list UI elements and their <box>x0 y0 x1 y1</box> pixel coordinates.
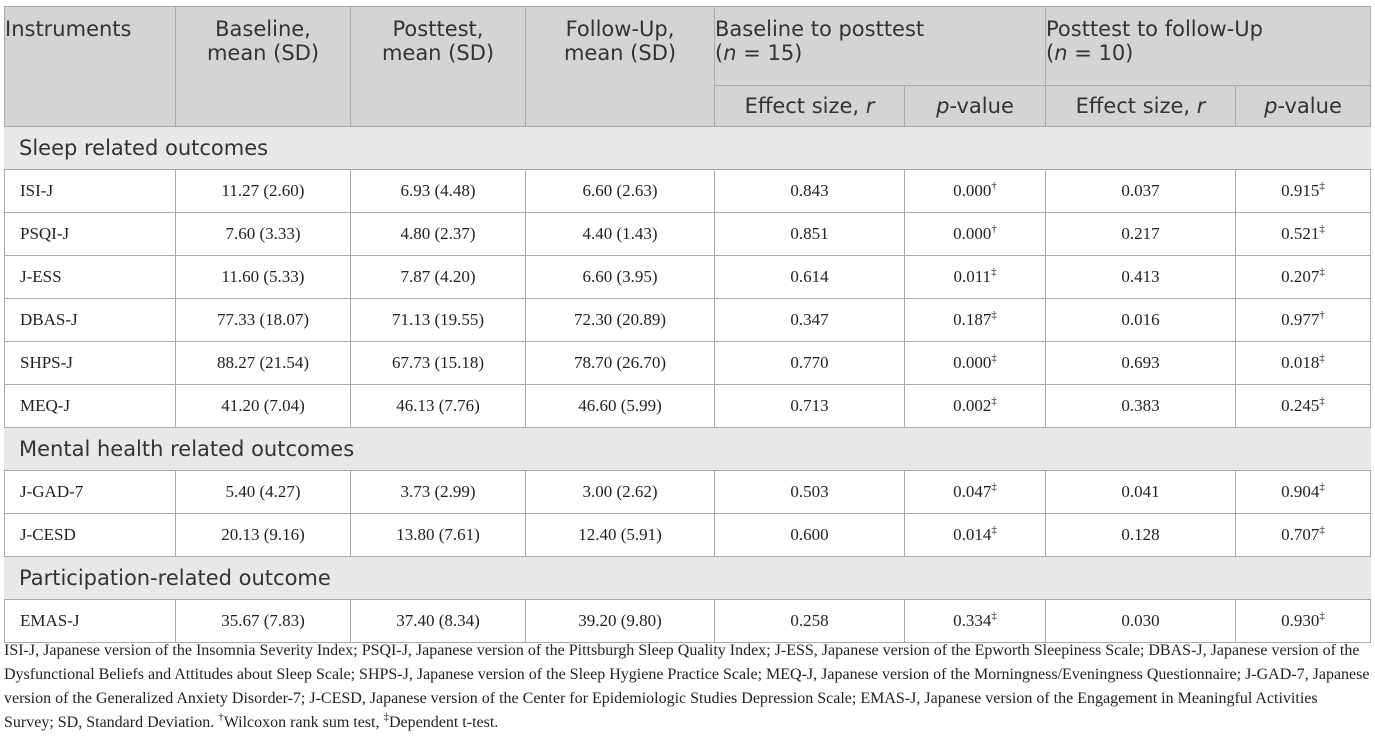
followup-cell <box>526 299 715 342</box>
baseline-cell <box>176 385 351 428</box>
p-value-cell <box>905 471 1046 514</box>
effect-size-value: 0.770 <box>790 353 829 372</box>
posttest-value: 4.80 (2.37) <box>400 224 476 243</box>
followup-value: 6.60 (3.95) <box>582 267 658 286</box>
significance-test-mark: ‡ <box>1319 481 1325 493</box>
table-header <box>5 7 1371 127</box>
significance-test-mark: † <box>991 223 997 235</box>
header-posttest-line1: Posttest, <box>392 17 484 41</box>
header-baseline-line2: mean (SD) <box>206 41 320 65</box>
effect-size-value: 0.347 <box>790 310 829 329</box>
posttest-value: 67.73 (15.18) <box>391 353 485 372</box>
effect-size-cell <box>1046 471 1236 514</box>
effect-size-cell <box>715 342 905 385</box>
followup-value: 72.30 (20.89) <box>573 310 667 329</box>
table-row <box>5 600 1371 643</box>
instrument-value: SHPS-J <box>20 353 73 372</box>
baseline-cell <box>176 514 351 557</box>
baseline-value: 11.27 (2.60) <box>221 181 305 200</box>
effect-size-value: 0.041 <box>1121 482 1160 501</box>
posttest-cell <box>351 342 526 385</box>
p-value-cell <box>1236 471 1371 514</box>
p-value-value: 0.000 <box>953 224 992 243</box>
p-value-cell <box>905 170 1046 213</box>
significance-test-mark: ‡ <box>1319 524 1325 536</box>
p-value-value: 0.011 <box>953 267 992 286</box>
table-row <box>5 299 1371 342</box>
effect-size-cell <box>1046 299 1236 342</box>
significance-test-mark: ‡ <box>1319 352 1325 364</box>
footnote-ddagger-text: Dependent t-test. <box>388 714 499 731</box>
effect-size-cell <box>715 385 905 428</box>
effect-size-value: 0.693 <box>1121 353 1160 372</box>
baseline-cell <box>176 600 351 643</box>
baseline-value: 88.27 (21.54) <box>216 353 310 372</box>
effect-size-value: 0.600 <box>790 525 829 544</box>
p-value-value: 0.245 <box>1281 396 1320 415</box>
baseline-cell <box>176 471 351 514</box>
significance-test-mark: ‡ <box>1319 610 1325 622</box>
effect-size-value: 0.128 <box>1121 525 1160 544</box>
followup-cell <box>526 514 715 557</box>
effect-size-cell <box>1046 256 1236 299</box>
posttest-value: 13.80 (7.61) <box>396 525 480 544</box>
followup-cell <box>526 256 715 299</box>
header-baseline <box>176 7 351 127</box>
dagger-mark: † <box>218 711 224 723</box>
instrument-cell <box>5 385 176 428</box>
section-title: Participation-related outcome <box>5 557 1371 600</box>
p-value-value: 0.915 <box>1281 181 1320 200</box>
p-value-value: 0.207 <box>1281 267 1320 286</box>
followup-value: 46.60 (5.99) <box>578 396 662 415</box>
header-group1-n: (n = 15) <box>715 41 803 65</box>
effect-size-value: 0.258 <box>790 611 829 630</box>
baseline-value: 77.33 (18.07) <box>216 310 310 329</box>
effect-size-cell <box>1046 170 1236 213</box>
posttest-value: 6.93 (4.48) <box>400 181 476 200</box>
p-value-cell <box>1236 213 1371 256</box>
baseline-cell <box>176 342 351 385</box>
instrument-value: J-ESS <box>20 267 62 286</box>
header-baseline-line1: Baseline, <box>215 17 311 41</box>
significance-test-mark: ‡ <box>991 395 997 407</box>
baseline-cell <box>176 213 351 256</box>
instrument-value: EMAS-J <box>20 611 80 630</box>
p-value-cell <box>1236 514 1371 557</box>
effect-size-cell <box>1046 342 1236 385</box>
followup-cell <box>526 600 715 643</box>
significance-test-mark: ‡ <box>991 266 997 278</box>
instrument-cell <box>5 471 176 514</box>
p-value-cell <box>1236 170 1371 213</box>
baseline-value: 20.13 (9.16) <box>221 525 305 544</box>
significance-test-mark: ‡ <box>991 481 997 493</box>
instrument-value: J-GAD-7 <box>20 482 84 501</box>
posttest-cell <box>351 299 526 342</box>
followup-cell <box>526 213 715 256</box>
posttest-value: 7.87 (4.20) <box>400 267 476 286</box>
table-body <box>5 127 1371 643</box>
p-value-cell <box>1236 600 1371 643</box>
p-value-cell <box>1236 256 1371 299</box>
posttest-value: 37.40 (8.34) <box>396 611 480 630</box>
posttest-value: 3.73 (2.99) <box>400 482 476 501</box>
table-row <box>5 342 1371 385</box>
footnote-abbreviations: ISI-J, Japanese version of the Insomnia Severity Index; PSQI-J, Japanese version of the Pittsburgh Sleep Quality Index; J-ESS, Japanese version of the Epworth Sleepiness Scale; DBAS-J, Japanese version of the Dysfunctional Beliefs and Attitudes about Sleep Scale; SHPS-J, Japanese version of the Sleep Hygiene Practice Scale; MEQ-J, Japanese version of the Morningness/Eveningness Questionnaire; J-GAD-7, Japanese version of the Generalized Anxiety Disorder-7; J-CESD, Japanese version of the Center for Epidemiologic Studies Depression Scale; EMAS-J, Japanese version of the Engagement in Meaningful Activities Survey; SD, Standard Deviation. <box>4 642 1370 731</box>
instrument-cell <box>5 342 176 385</box>
instrument-value: MEQ-J <box>20 396 71 415</box>
followup-value: 6.60 (2.63) <box>582 181 658 200</box>
table-row <box>5 213 1371 256</box>
posttest-cell <box>351 385 526 428</box>
section-title: Sleep related outcomes <box>5 127 1371 170</box>
effect-size-value: 0.413 <box>1121 267 1160 286</box>
effect-size-cell <box>715 170 905 213</box>
effect-size-value: 0.037 <box>1121 181 1160 200</box>
p-value-value: 0.521 <box>1281 224 1320 243</box>
followup-value: 4.40 (1.43) <box>582 224 658 243</box>
p-value-value: 0.018 <box>1281 353 1320 372</box>
effect-size-cell <box>715 256 905 299</box>
p-value-value: 0.047 <box>953 482 992 501</box>
double-dagger-mark: ‡ <box>383 711 389 723</box>
p-value-cell <box>905 385 1046 428</box>
effect-size-value: 0.217 <box>1121 224 1160 243</box>
effect-size-value: 0.030 <box>1121 611 1160 630</box>
instrument-cell <box>5 600 176 643</box>
effect-size-value: 0.016 <box>1121 310 1160 329</box>
p-value-value: 0.707 <box>1281 525 1320 544</box>
table-row <box>5 514 1371 557</box>
effect-size-cell <box>715 514 905 557</box>
posttest-value: 46.13 (7.76) <box>396 396 480 415</box>
posttest-value: 71.13 (19.55) <box>391 310 485 329</box>
effect-size-value: 0.713 <box>790 396 829 415</box>
header-posttest <box>351 7 526 127</box>
p-value-cell <box>1236 385 1371 428</box>
followup-value: 3.00 (2.62) <box>582 482 658 501</box>
significance-test-mark: † <box>1319 309 1325 321</box>
effect-size-cell <box>1046 600 1236 643</box>
header-followup-line2: mean (SD) <box>563 41 677 65</box>
instrument-value: PSQI-J <box>20 224 70 243</box>
header-p-value-1: p-value <box>905 86 1046 127</box>
posttest-cell <box>351 170 526 213</box>
instrument-cell <box>5 170 176 213</box>
section-row <box>5 428 1371 471</box>
p-value-value: 0.930 <box>1281 611 1320 630</box>
significance-test-mark: ‡ <box>991 524 997 536</box>
header-followup <box>526 7 715 127</box>
p-value-cell <box>905 213 1046 256</box>
p-value-value: 0.000 <box>953 181 992 200</box>
header-group-posttest-to-followup <box>1046 7 1371 86</box>
baseline-value: 5.40 (4.27) <box>225 482 301 501</box>
followup-cell <box>526 170 715 213</box>
header-effect-size-2: Effect size, r <box>1046 86 1236 127</box>
header-group-baseline-to-posttest <box>715 7 1046 86</box>
p-value-cell <box>905 600 1046 643</box>
p-value-cell <box>905 342 1046 385</box>
significance-test-mark: ‡ <box>1319 223 1325 235</box>
effect-size-cell <box>1046 514 1236 557</box>
footnote-dagger-text: Wilcoxon rank sum test, <box>223 714 384 731</box>
header-p-value-2: p-value <box>1236 86 1371 127</box>
instrument-value: ISI-J <box>20 181 54 200</box>
effect-size-value: 0.843 <box>790 181 829 200</box>
followup-cell <box>526 471 715 514</box>
effect-size-cell <box>1046 385 1236 428</box>
p-value-cell <box>905 299 1046 342</box>
instrument-cell <box>5 213 176 256</box>
effect-size-cell <box>715 299 905 342</box>
section-row <box>5 127 1371 170</box>
p-value-cell <box>1236 299 1371 342</box>
posttest-cell <box>351 471 526 514</box>
p-value-value: 0.334 <box>953 611 992 630</box>
p-value-value: 0.002 <box>953 396 992 415</box>
significance-test-mark: ‡ <box>991 610 997 622</box>
header-group2-n: (n = 10) <box>1046 41 1134 65</box>
header-instruments: Instruments <box>5 7 176 127</box>
effect-size-cell <box>715 471 905 514</box>
followup-value: 39.20 (9.80) <box>578 611 662 630</box>
posttest-cell <box>351 256 526 299</box>
section-row <box>5 557 1371 600</box>
effect-size-value: 0.614 <box>790 267 829 286</box>
section-title: Mental health related outcomes <box>5 428 1371 471</box>
significance-test-mark: ‡ <box>991 352 997 364</box>
effect-size-value: 0.851 <box>790 224 829 243</box>
effect-size-cell <box>715 213 905 256</box>
followup-cell <box>526 342 715 385</box>
followup-value: 78.70 (26.70) <box>573 353 667 372</box>
header-effect-size-1: Effect size, r <box>715 86 905 127</box>
significance-test-mark: ‡ <box>1319 395 1325 407</box>
table-footnote <box>4 639 1370 735</box>
p-value-value: 0.014 <box>953 525 992 544</box>
effect-size-cell <box>715 600 905 643</box>
table-row <box>5 471 1371 514</box>
results-table <box>4 6 1371 643</box>
instrument-cell <box>5 256 176 299</box>
baseline-cell <box>176 256 351 299</box>
followup-cell <box>526 385 715 428</box>
p-value-value: 0.187 <box>953 310 992 329</box>
header-group2-title: Posttest to follow-Up <box>1046 17 1263 41</box>
table-row <box>5 385 1371 428</box>
baseline-value: 7.60 (3.33) <box>225 224 301 243</box>
instrument-value: J-CESD <box>20 525 76 544</box>
significance-test-mark: † <box>991 180 997 192</box>
header-posttest-line2: mean (SD) <box>381 41 495 65</box>
instrument-cell <box>5 514 176 557</box>
significance-test-mark: ‡ <box>1319 266 1325 278</box>
baseline-cell <box>176 170 351 213</box>
table-row <box>5 256 1371 299</box>
significance-test-mark: ‡ <box>991 309 997 321</box>
instrument-cell <box>5 299 176 342</box>
followup-value: 12.40 (5.91) <box>578 525 662 544</box>
effect-size-cell <box>1046 213 1236 256</box>
significance-test-mark: ‡ <box>1319 180 1325 192</box>
baseline-cell <box>176 299 351 342</box>
p-value-cell <box>905 256 1046 299</box>
posttest-cell <box>351 213 526 256</box>
header-followup-line1: Follow-Up, <box>565 17 675 41</box>
baseline-value: 35.67 (7.83) <box>221 611 305 630</box>
instrument-value: DBAS-J <box>20 310 78 329</box>
effect-size-value: 0.503 <box>790 482 829 501</box>
table-row <box>5 170 1371 213</box>
p-value-value: 0.977 <box>1281 310 1320 329</box>
p-value-cell <box>905 514 1046 557</box>
p-value-cell <box>1236 342 1371 385</box>
header-group1-title: Baseline to posttest <box>715 17 925 41</box>
p-value-value: 0.904 <box>1281 482 1320 501</box>
posttest-cell <box>351 600 526 643</box>
effect-size-value: 0.383 <box>1121 396 1160 415</box>
baseline-value: 11.60 (5.33) <box>221 267 305 286</box>
baseline-value: 41.20 (7.04) <box>221 396 305 415</box>
posttest-cell <box>351 514 526 557</box>
p-value-value: 0.000 <box>953 353 992 372</box>
